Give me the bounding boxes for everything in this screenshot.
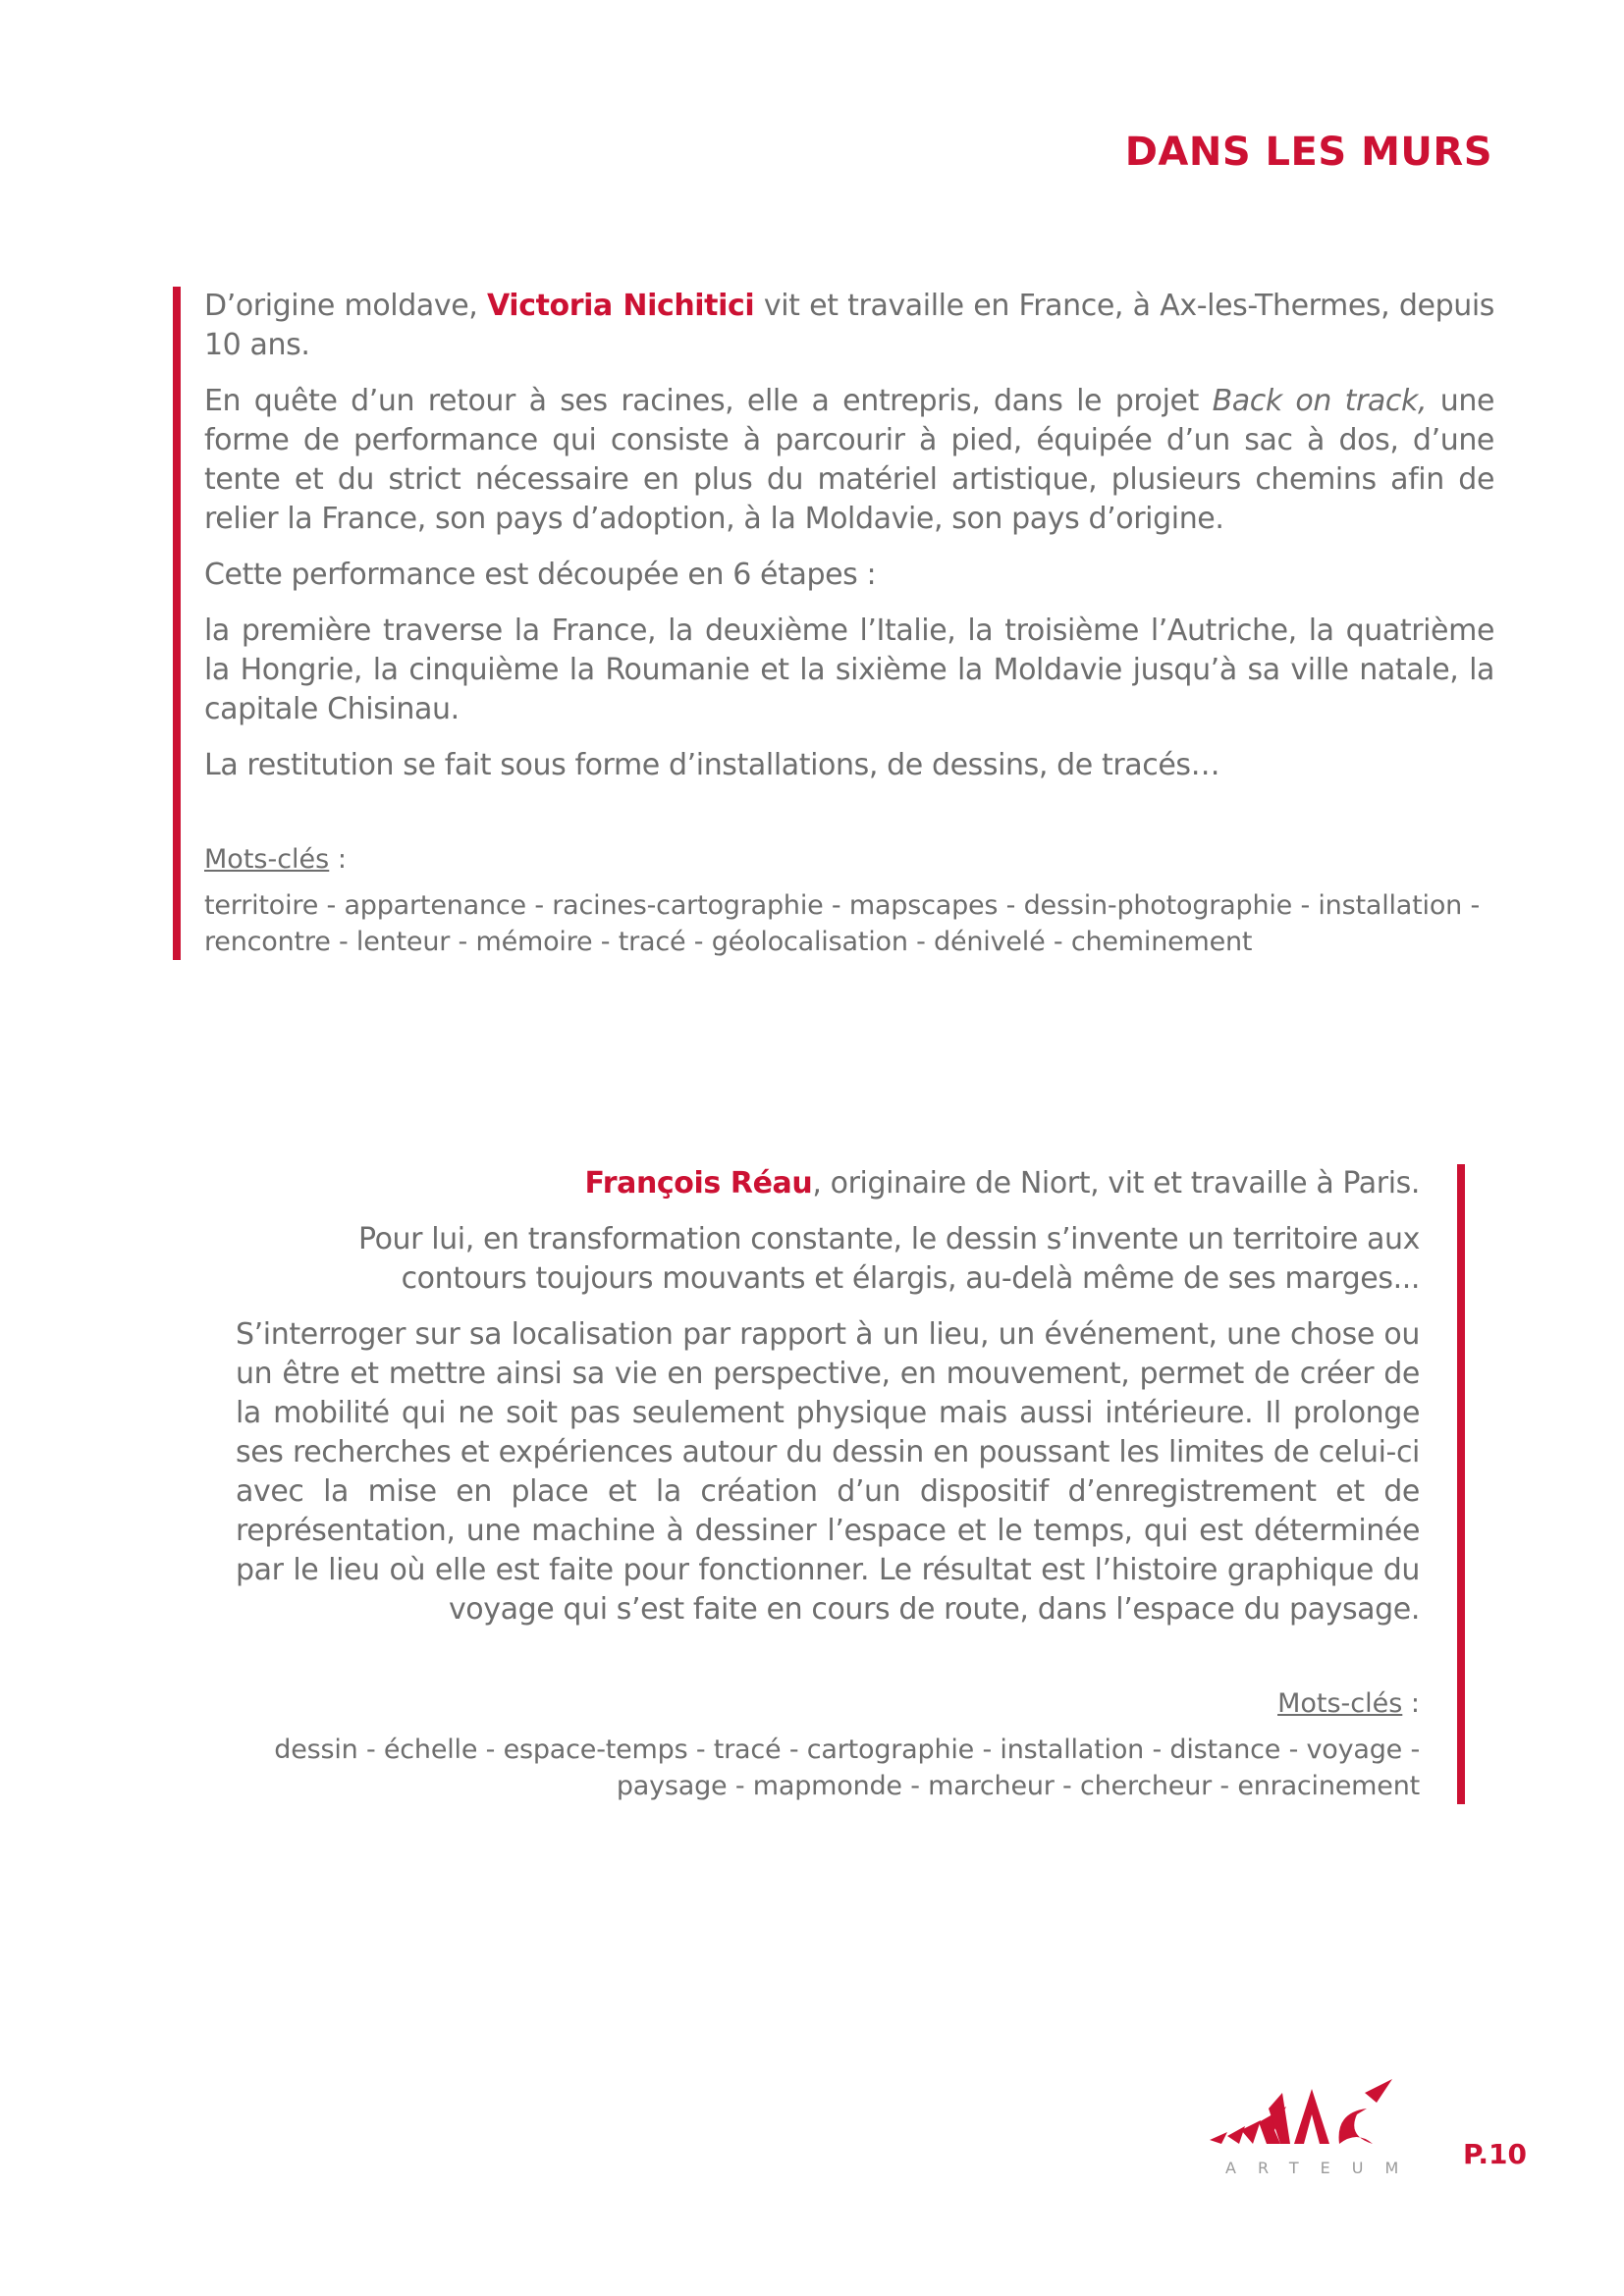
logo-shape-3	[1241, 2120, 1261, 2144]
logo-shape-6	[1294, 2089, 1329, 2144]
page-number: P.10	[1463, 2138, 1527, 2170]
logo-shape-1	[1210, 2132, 1227, 2144]
artist1-p2-prefix: En quête d’un retour à ses racines, elle a entrepris, dans le projet	[204, 384, 1213, 418]
artist2-keywords-label	[236, 1686, 1420, 1722]
artist2-name: François Réau	[584, 1166, 813, 1201]
artist2-intro	[236, 1164, 1420, 1203]
arteum-logo	[1210, 2079, 1445, 2187]
artist1-project-title: Back on track,	[1212, 384, 1428, 418]
logo-accent	[1365, 2079, 1392, 2103]
logo-shape-7	[1339, 2109, 1373, 2144]
logo-text: ARTEUM	[1225, 2159, 1421, 2177]
artist1-keywords-colon: :	[329, 844, 347, 875]
artist1-paragraph-4: la première traverse la France, la deuxième l’Italie, la troisième l’Autriche, la quatrième la Hongrie, la cinquième la Roumanie et la sixième la Moldavie jusqu’à sa ville natale, la capitale Chisinau.	[204, 614, 1494, 726]
artist2-keywords: dessin - échelle - espace-temps - tracé - cartographie - installation - distance - voyage - paysage - mapmonde - marcheur - chercheur - enracinement	[274, 1735, 1420, 1801]
artist1-paragraph-5: La restitution se fait sous forme d’installations, de dessins, de tracés…	[204, 748, 1220, 782]
artist1-p2-suffix: une forme de performance qui consiste à parcourir à pied, équipée d’un sac à dos, d’une tente et du strict nécessaire en plus du matériel artistique, plusieurs chemins afin de relier la France, son pays d’adoption, à la Moldavie, son pays d’origine.	[204, 384, 1494, 536]
artist1-paragraph-2	[204, 382, 1494, 539]
artist1-intro-prefix: D’origine moldave,	[204, 289, 488, 323]
artist-block-victoria-nichitici	[173, 287, 1494, 960]
artist1-intro-suffix: vit et travaille en France, à Ax-les-Thermes, depuis 10 ans.	[204, 289, 1495, 362]
section-title: DANS LES MURS	[1124, 130, 1492, 175]
artist1-intro	[204, 287, 1494, 365]
artist1-name: Victoria Nichitici	[487, 289, 755, 323]
artist2-keywords-label-text: Mots-clés	[1277, 1688, 1403, 1719]
artist2-paragraph-3: S’interroger sur sa localisation par rapport à un lieu, un événement, une chose ou un être et mettre ainsi sa vie en perspective, en mouvement, permet de créer de la mobilité qui ne soit pas seulement physique mais aussi intérieure. Il prolonge ses recherches et expériences autour du dessin en poussant les limites de celui-ci avec la mise en place et la création d’un dispositif d’enregistrement et de représentation, une machine à dessiner l’espace et le temps, qui est déterminée par le lieu où elle est faite pour fonctionner. Le résultat est l’histoire graphique du voyage qui s’est faite en cours de route, dans l’espace du paysage.	[236, 1317, 1420, 1627]
artist1-keywords-label	[204, 842, 1494, 878]
logo-shape-2	[1227, 2126, 1245, 2144]
artist2-intro-suffix: , originaire de Niort, vit et travaille à Paris.	[812, 1166, 1420, 1201]
artist2-keywords-colon: :	[1402, 1688, 1420, 1719]
artist-block-francois-reau	[236, 1164, 1465, 1804]
artist1-paragraph-3: Cette performance est découpée en 6 étapes :	[204, 558, 877, 592]
artist2-paragraph-2: Pour lui, en transformation constante, le dessin s’invente un territoire aux contours toujours mouvants et élargis, au-delà même de ses marges...	[357, 1222, 1420, 1296]
artist1-keywords: territoire - appartenance - racines-cartographie - mapscapes - dessin-photographie - installation - rencontre - lenteur - mémoire - tracé - géolocalisation - dénivelé - cheminement	[204, 890, 1480, 957]
artist1-keywords-label-text: Mots-clés	[204, 844, 330, 875]
